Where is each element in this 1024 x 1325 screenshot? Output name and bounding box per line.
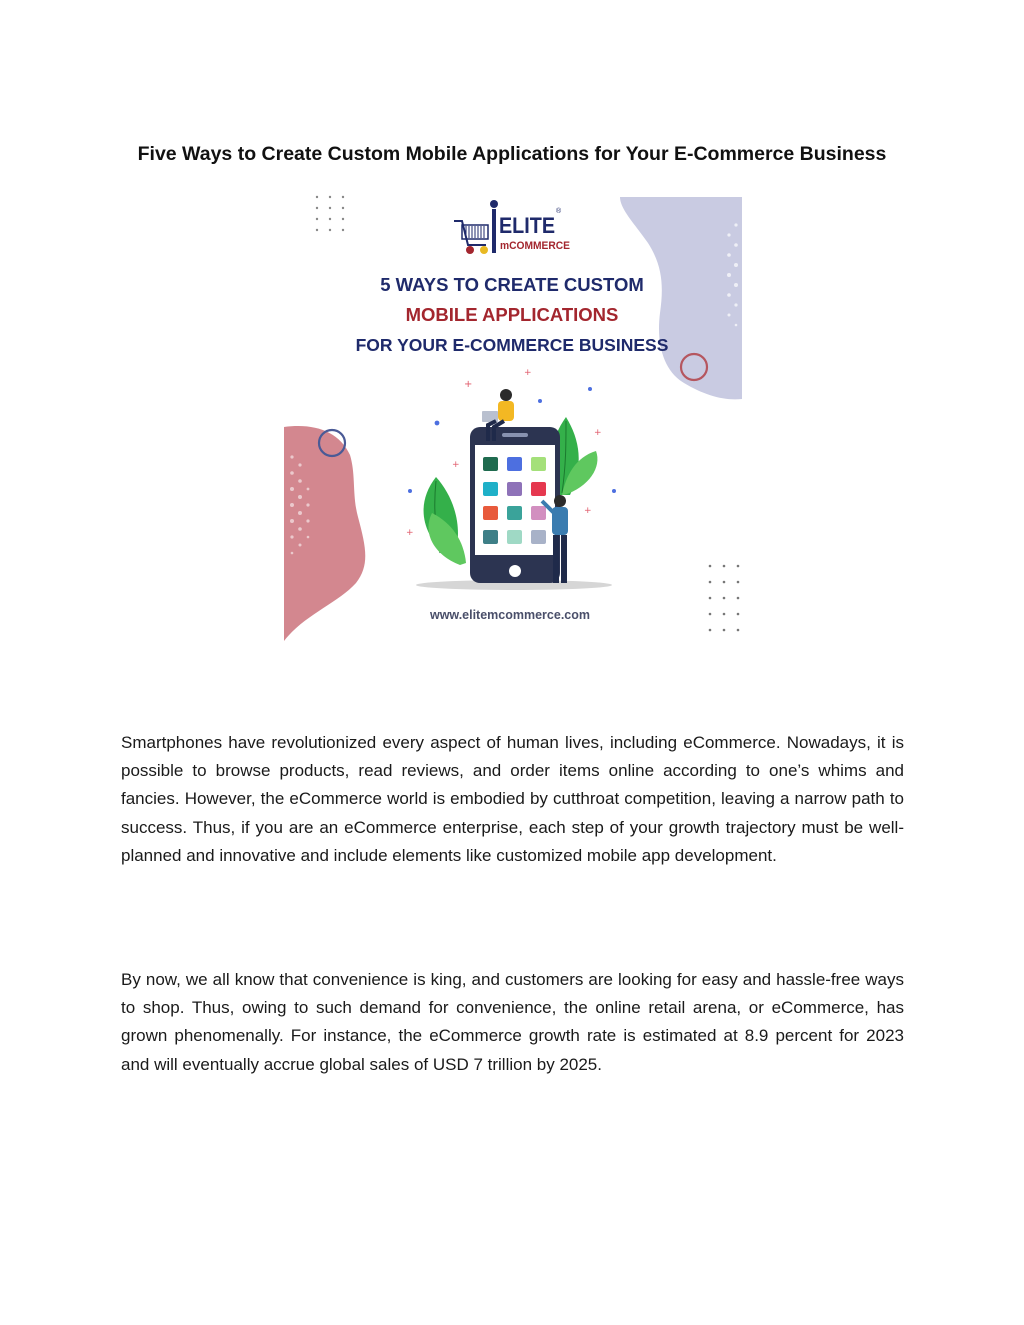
rose-blob	[284, 426, 365, 641]
svg-text:+: +	[524, 368, 532, 378]
svg-text:+: +	[584, 506, 592, 516]
dot-grid-top-left	[316, 196, 344, 231]
svg-text:+: +	[464, 379, 473, 390]
svg-text:+: +	[452, 460, 460, 470]
body-paragraph: By now, we all know that convenience is king, and customers are looking for easy and hassle-free ways to shop. Thus, owing to such demand for convenience, the online retail arena, or eCommerce, has grown phenomenally. For instance, the eCommerce growth rate is estimated at 8.9 percent for 2023 and will eventually accrue global sales of USD 7 trillion by 2025.	[121, 970, 904, 1074]
svg-text:+: +	[406, 528, 414, 538]
headline-line-2: MOBILE APPLICATIONS	[405, 304, 619, 325]
svg-text:+: +	[594, 428, 602, 438]
cart-logo-icon	[454, 200, 498, 254]
logo-main-text: ELITE	[499, 213, 555, 238]
document-title: Five Ways to Create Custom Mobile Applications for Your E-Commerce Business	[137, 143, 887, 165]
article-banner-image	[284, 195, 742, 642]
headline-line-1: 5 WAYS TO CREATE CUSTOM	[380, 274, 644, 295]
dot-grid-bottom-right	[709, 565, 740, 632]
banner-website-url: www.elitemcommerce.com	[429, 608, 591, 622]
banner-graphic	[284, 195, 742, 642]
logo-sub-text: mCOMMERCE	[500, 240, 570, 252]
headline-line-3: FOR YOUR E-COMMERCE BUSINESS	[355, 335, 669, 355]
logo-registered-mark: ®	[556, 208, 562, 215]
body-paragraph: Smartphones have revolutionized every aspect of human lives, including eCommerce. Nowadays, it is possible to browse products, read reviews, and order items online according to one’s whims and fancies. However, the eCommerce world is embodied by cutthroat competition, leaving a narrow path to success. Thus, if you are an eCommerce enterprise, each step of your growth trajectory must be well-planned and innovative and include elements like customized mobile app development.	[121, 733, 904, 865]
